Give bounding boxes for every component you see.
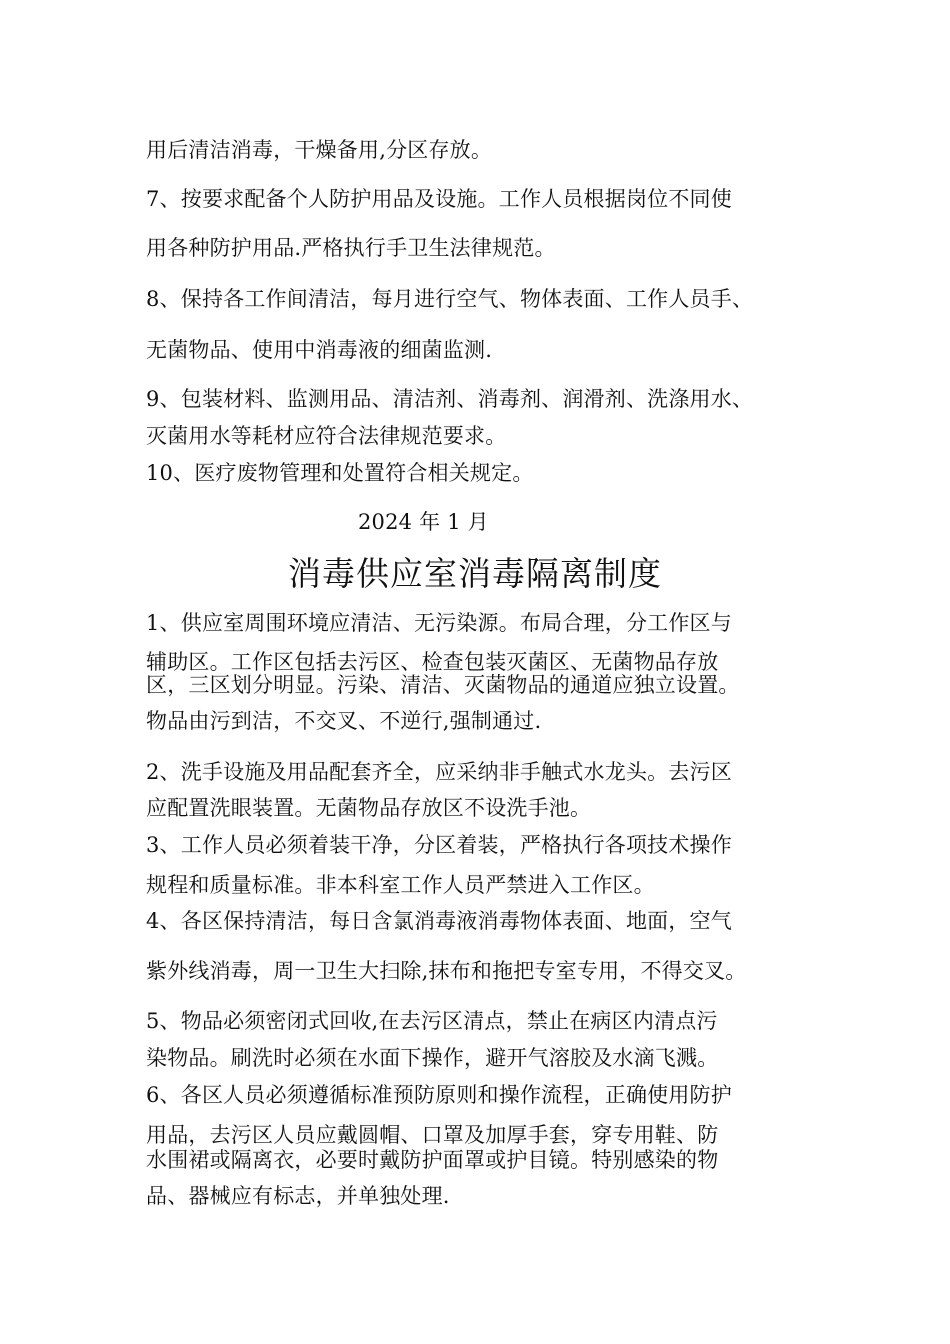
text-line: 用后清洁消毒，干燥备用,分区存放。 [146,138,493,162]
document-date: 2024 年 1 月 [358,510,489,534]
text-line: 用品，去污区人员应戴圆帽、口罩及加厚手套，穿专用鞋、防 [146,1123,719,1147]
text-line: 8、保持各工作间清洁，每月进行空气、物体表面、工作人员手、 [146,287,754,311]
document-title: 消毒供应室消毒隔离制度 [288,554,662,593]
text-line: 9、包装材料、监测用品、清洁剂、消毒剂、润滑剂、洗涤用水、 [146,387,754,411]
text-line: 5、物品必须密闭式回收,在去污区清点，禁止在病区内清点污 [146,1009,718,1033]
text-line: 灭菌用水等耗材应符合法律规范要求。 [146,424,507,448]
text-line: 规程和质量标准。非本科室工作人员严禁进入工作区。 [146,873,655,897]
text-line: 辅助区。工作区包括去污区、检查包装灭菌区、无菌物品存放 [146,650,719,674]
text-line: 1、供应室周围环境应清洁、无污染源。布局合理，分工作区与 [146,611,732,635]
text-line: 4、各区保持清洁，每日含氯消毒液消毒物体表面、地面，空气 [146,909,732,933]
text-line: 无菌物品、使用中消毒液的细菌监测. [146,338,493,362]
text-line: 用各种防护用品.严格执行手卫生法律规范。 [146,236,556,260]
text-line: 3、工作人员必须着装干净，分区着装，严格执行各项技术操作 [146,833,732,857]
text-line: 品、器械应有标志，并单独处理. [146,1184,450,1208]
text-line: 10、医疗废物管理和处置符合相关规定。 [146,461,534,485]
text-line: 物品由污到洁，不交叉、不逆行,强制通过. [146,709,542,733]
text-line: 区，三区划分明显。污染、清洁、灭菌物品的通道应独立设置。 [146,673,740,697]
text-line: 2、洗手设施及用品配套齐全，应采纳非手触式水龙头。去污区 [146,760,732,784]
text-line: 水围裙或隔离衣，必要时戴防护面罩或护目镜。特别感染的物 [146,1148,719,1172]
text-line: 紫外线消毒，周一卫生大扫除,抹布和拖把专室专用，不得交叉。 [146,959,747,983]
text-line: 应配置洗眼装置。无菌物品存放区不设洗手池。 [146,796,592,820]
text-line: 6、各区人员必须遵循标准预防原则和操作流程，正确使用防护 [146,1083,732,1107]
text-line: 7、按要求配备个人防护用品及设施。工作人员根据岗位不同使 [146,187,732,211]
text-line: 染物品。刷洗时必须在水面下操作，避开气溶胶及水滴飞溅。 [146,1046,719,1070]
